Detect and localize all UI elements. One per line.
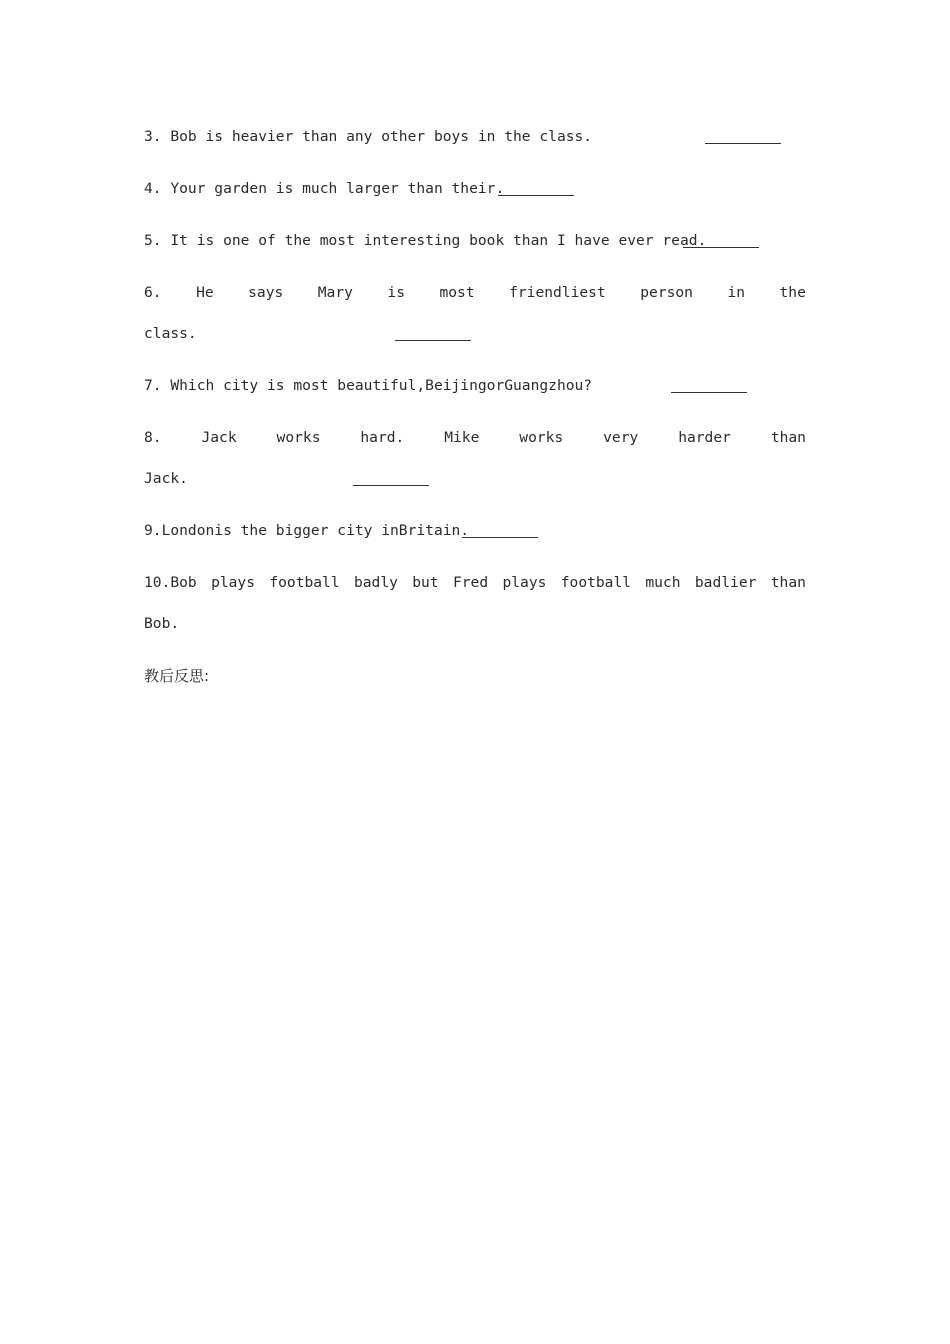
- word: 10.Bob: [144, 574, 197, 591]
- word: plays: [502, 574, 547, 591]
- word: Jack: [201, 429, 237, 446]
- word: the: [779, 284, 806, 301]
- word: in: [727, 284, 746, 301]
- answer-blank-5[interactable]: [683, 247, 759, 248]
- word: but: [412, 574, 439, 591]
- word: 6.: [144, 284, 162, 301]
- word: harder: [678, 429, 731, 446]
- word: friendliest: [509, 284, 606, 301]
- question-9: 9.Londonis the bigger city inBritain.: [144, 522, 470, 539]
- word: than: [770, 574, 806, 591]
- word: football: [269, 574, 340, 591]
- word: much: [645, 574, 681, 591]
- question-6: [144, 283, 806, 303]
- question-5: 5. It is one of the most interesting book than I have ever read.: [144, 232, 707, 249]
- word: badlier: [694, 574, 757, 591]
- word: works: [276, 429, 321, 446]
- word: He: [196, 284, 214, 301]
- question-7: 7. Which city is most beautiful,BeijingorGuangzhou?: [144, 377, 593, 394]
- answer-blank-6[interactable]: [395, 340, 471, 341]
- word: football: [560, 574, 632, 591]
- word: badly: [353, 574, 398, 591]
- answer-blank-9[interactable]: [462, 537, 538, 538]
- reflection-label: 教后反思:: [144, 667, 210, 685]
- word: hard.: [360, 429, 405, 446]
- question-10-continuation: Bob.: [144, 615, 180, 632]
- question-8-continuation: Jack.: [144, 470, 188, 487]
- answer-blank-7[interactable]: [671, 392, 747, 393]
- word: 8.: [144, 429, 162, 446]
- word: is: [387, 284, 405, 301]
- word: very: [603, 429, 639, 446]
- word: Mary: [317, 284, 353, 301]
- question-10: [144, 573, 806, 593]
- word: person: [640, 284, 693, 301]
- answer-blank-4[interactable]: [498, 195, 574, 196]
- question-8: [144, 428, 806, 448]
- word: says: [248, 284, 284, 301]
- answer-blank-8[interactable]: [353, 485, 429, 486]
- question-6-continuation: class.: [144, 325, 197, 342]
- word: works: [519, 429, 564, 446]
- word: Fred: [452, 574, 489, 591]
- word: plays: [211, 574, 255, 591]
- question-4: 4. Your garden is much larger than their.: [144, 180, 505, 197]
- word: than: [770, 429, 806, 446]
- word: Mike: [444, 429, 480, 446]
- word: most: [439, 284, 475, 301]
- question-3: 3. Bob is heavier than any other boys in the class.: [144, 128, 593, 145]
- answer-blank-3[interactable]: [705, 143, 781, 144]
